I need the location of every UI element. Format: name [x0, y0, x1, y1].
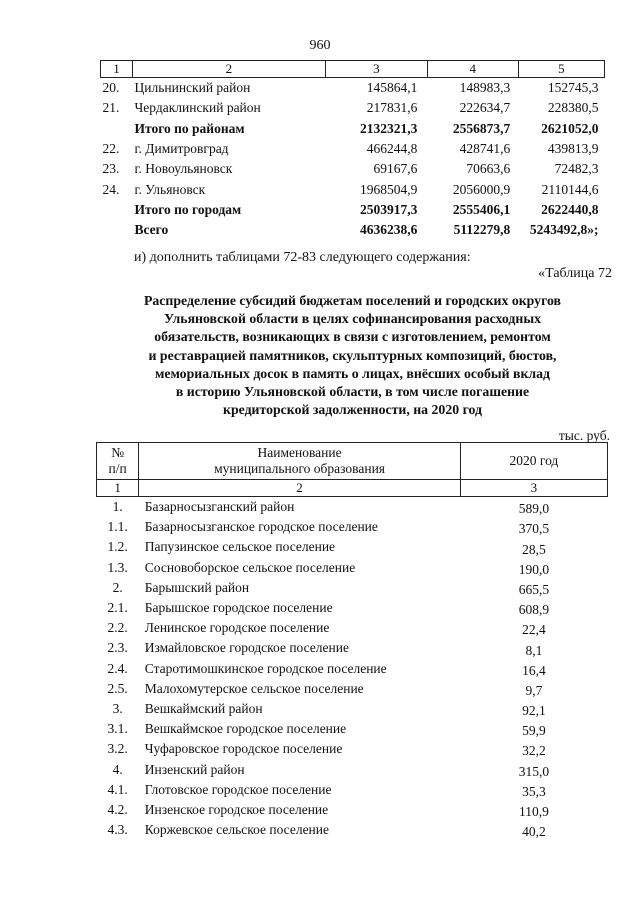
- col-number-1: 1: [101, 61, 133, 78]
- row-number: 4.2.: [107, 801, 128, 817]
- value-col4: 70663,6: [466, 161, 511, 177]
- municipality-name: Барышский район: [144, 579, 250, 595]
- row-number: 2.2.: [107, 620, 128, 636]
- header-name-line: Наименование: [257, 445, 342, 460]
- page-number: 960: [309, 38, 331, 53]
- header-name: [139, 443, 461, 480]
- value-col4: 5112279,8: [453, 222, 511, 238]
- row-number: 2.1.: [107, 600, 128, 616]
- municipality-name: Коржевское сельское поселение: [144, 822, 329, 838]
- subsidy-value: 190,0: [518, 561, 550, 577]
- value-col4: 428741,6: [459, 141, 511, 157]
- table-row: [97, 820, 608, 840]
- subsidy-value: 9,7: [525, 682, 543, 698]
- table-row: [97, 497, 608, 518]
- header-number-line: п/п: [108, 461, 127, 476]
- subsidy-value: 370,5: [518, 521, 550, 537]
- subsidy-value: 665,5: [518, 581, 550, 597]
- header-number: [97, 443, 139, 480]
- table-row: [101, 200, 605, 220]
- table-row: [97, 759, 608, 779]
- row-name: Итого по городам: [134, 201, 242, 217]
- table-row: [97, 679, 608, 699]
- header-year: 2020 год: [460, 443, 607, 480]
- table-row: [97, 578, 608, 598]
- value-col3: 217831,6: [366, 100, 418, 116]
- value-col3: 1968504,9: [360, 181, 418, 197]
- municipality-name: Инзенское городское поселение: [144, 801, 329, 817]
- row-number: 4.1.: [107, 781, 128, 797]
- row-number: [101, 119, 133, 139]
- row-number: 2.5.: [107, 680, 128, 696]
- col-number-2: 2: [139, 480, 461, 497]
- title-line: и реставрацией памятников, скульптурных композиций, бюстов,: [148, 347, 557, 363]
- column-number-row: [97, 480, 608, 497]
- header-number-line: №: [111, 445, 125, 460]
- table-row: [97, 699, 608, 719]
- row-number: [101, 200, 133, 220]
- table-row: [97, 558, 608, 578]
- value-col3: 69167,6: [373, 161, 418, 177]
- value-col5: 72482,3: [554, 161, 599, 177]
- amendment-text: и) дополнить таблицами 72-83 следующего содержания:: [134, 250, 471, 265]
- col-number-3: 3: [460, 480, 607, 497]
- subsidy-value: 16,4: [522, 662, 546, 678]
- value-col5: 5243492,8»;: [529, 222, 599, 238]
- col-number-4: 4: [427, 61, 518, 78]
- table-title: [100, 292, 605, 419]
- municipality-name: Сосновоборское сельское поселение: [144, 559, 356, 575]
- table-row: [101, 179, 605, 199]
- table-row: [101, 119, 605, 139]
- value-col5: 2621052,0: [541, 120, 599, 136]
- municipality-name: Чуфаровское городское поселение: [144, 741, 343, 757]
- municipality-name: Вешкаймское городское поселение: [144, 721, 347, 737]
- value-col4: 2056000,9: [452, 181, 511, 197]
- table-row: [97, 800, 608, 820]
- table-row: [97, 537, 608, 557]
- row-number: 1.: [112, 499, 123, 515]
- row-number: 22.: [102, 141, 120, 157]
- table-row: [101, 139, 605, 159]
- row-name: г. Димитровград: [134, 141, 229, 157]
- subsidy-value: 22,4: [522, 622, 546, 638]
- municipality-name: Малохомутерское сельское поселение: [144, 680, 364, 696]
- row-name: г. Новоульяновск: [134, 161, 233, 177]
- row-number: 24.: [102, 181, 120, 197]
- row-number: 1.2.: [107, 539, 128, 555]
- title-line: обязательств, возникающих в связи с изготовлением, ремонтом: [154, 329, 551, 345]
- subsidy-value: 28,5: [522, 541, 546, 557]
- continuation-table: [100, 60, 605, 240]
- value-col4: 2555406,1: [452, 201, 511, 217]
- municipality-name: Глотовское городское поселение: [144, 781, 332, 797]
- municipality-name: Базарносызганский район: [144, 499, 295, 515]
- unit-label: тыс. руб.: [558, 428, 610, 443]
- value-col4: 222634,7: [459, 100, 511, 116]
- subsidy-table-header: [97, 443, 608, 480]
- table-row: [97, 638, 608, 658]
- subsidy-value: 32,2: [522, 743, 546, 759]
- table-row: [97, 780, 608, 800]
- col-number-5: 5: [518, 61, 604, 78]
- subsidy-value: 40,2: [522, 824, 546, 840]
- table-row: [101, 78, 605, 99]
- subsidy-value: 608,9: [518, 602, 550, 618]
- continuation-table-header: [101, 61, 605, 78]
- row-number: 21.: [102, 100, 120, 116]
- subsidy-value: 589,0: [518, 501, 550, 517]
- table-row: [97, 739, 608, 759]
- value-col5: 2110144,6: [541, 181, 599, 197]
- header-name-line: муниципального образования: [214, 461, 386, 476]
- subsidy-value: 59,9: [522, 723, 546, 739]
- row-number: 4.: [112, 761, 123, 777]
- title-line: Распределение субсидий бюджетам поселений и городских округов: [143, 293, 561, 308]
- row-number: 3.2.: [107, 741, 128, 757]
- table-row: [97, 618, 608, 638]
- row-number: 23.: [102, 161, 120, 177]
- row-name: Итого по районам: [134, 120, 245, 136]
- row-number: 3.: [112, 700, 123, 716]
- row-number: 4.3.: [107, 822, 128, 838]
- row-number: 2.4.: [107, 660, 128, 676]
- table-row: [97, 659, 608, 679]
- municipality-name: Папузинское сельское поселение: [144, 539, 336, 555]
- title-line: кредиторской задолженности, на 2020 год: [223, 402, 482, 418]
- table-row: [101, 159, 605, 179]
- value-col4: 148983,3: [459, 80, 511, 96]
- value-col3: 466244,8: [366, 141, 418, 157]
- table-row: [97, 517, 608, 537]
- table-row: [97, 598, 608, 618]
- table-reference: «Таблица 72: [538, 266, 612, 281]
- subsidy-value: 92,1: [522, 703, 546, 719]
- col-number-2: 2: [133, 61, 326, 78]
- row-name: Чердаклинский район: [134, 100, 261, 116]
- table-row: [101, 98, 605, 118]
- value-col3: 2132321,3: [360, 120, 418, 136]
- value-col5: 152745,3: [547, 80, 599, 96]
- subsidy-table: [96, 442, 608, 840]
- value-col3: 145864,1: [366, 80, 418, 96]
- col-number-3: 3: [325, 61, 427, 78]
- row-name: г. Ульяновск: [134, 181, 206, 197]
- title-line: мемориальных досок в память о лицах, внёсших особый вклад: [154, 365, 551, 381]
- municipality-name: Вешкаймский район: [144, 700, 263, 716]
- subsidy-value: 110,9: [518, 804, 549, 819]
- value-col3: 4636238,6: [360, 222, 418, 238]
- row-name: Цильнинский район: [134, 80, 251, 96]
- subsidy-value: 8,1: [525, 642, 543, 658]
- table-row: [101, 220, 605, 240]
- row-number: 1.3.: [107, 559, 128, 575]
- title-line: Ульяновской области в целях софинансирования расходных: [163, 311, 542, 327]
- value-col5: 439813,9: [547, 141, 599, 157]
- value-col5: 228380,5: [547, 100, 599, 116]
- municipality-name: Базарносызганское городское поселение: [144, 519, 378, 535]
- subsidy-value: 315,0: [518, 763, 550, 779]
- municipality-name: Старотимошкинское городское поселение: [144, 660, 387, 676]
- col-number-1: 1: [97, 480, 139, 497]
- row-number: 3.1.: [107, 721, 128, 737]
- row-number: 2.: [112, 579, 123, 595]
- row-name: Всего: [134, 222, 169, 238]
- value-col4: 2556873,7: [452, 120, 511, 136]
- row-number: 20.: [102, 80, 120, 96]
- subsidy-value: 35,3: [522, 783, 546, 799]
- value-col3: 2503917,3: [360, 201, 418, 217]
- row-number: [101, 220, 133, 240]
- row-number: 2.3.: [107, 640, 128, 656]
- municipality-name: Инзенский район: [144, 761, 245, 777]
- value-col5: 2622440,8: [541, 201, 599, 217]
- municipality-name: Измайловское городское поселение: [144, 640, 349, 656]
- municipality-name: Ленинское городское поселение: [144, 620, 330, 636]
- row-number: 1.1.: [107, 519, 128, 535]
- title-line: в историю Ульяновской области, в том числе погашение: [175, 384, 530, 400]
- municipality-name: Барышское городское поселение: [144, 600, 333, 616]
- table-row: [97, 719, 608, 739]
